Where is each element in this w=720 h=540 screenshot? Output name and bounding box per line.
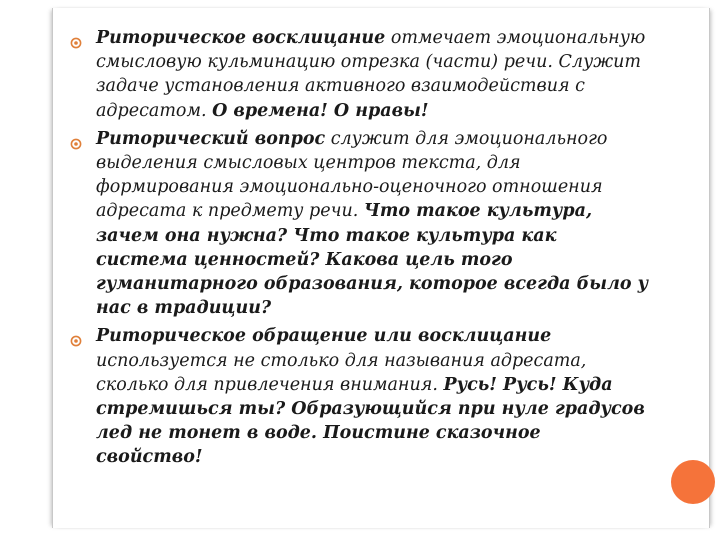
example: Что такое культура, зачем она нужна? Что такое культура как система ценностей? Какова цель того гуманитарного образования, которое всегда было у нас в традиции?	[96, 201, 649, 319]
term: Риторическое обращение или восклицание	[96, 326, 552, 347]
bullet-icon	[70, 133, 82, 145]
example: О времена! О нравы!	[212, 100, 429, 121]
description: отмечает эмоциональную смысловую кульминацию отрезка (части) речи. Служит задаче установления активного взаимодействия с адресатом.	[96, 28, 646, 121]
list-item	[70, 127, 650, 321]
example: Русь! Русь! Куда стремишься ты? Образующийся при нуле градусов лед не тонет в воде. Поистине сказочное свойство!	[96, 374, 645, 468]
decorative-circle	[671, 460, 715, 504]
term: Риторический вопрос	[96, 128, 326, 149]
bullet-list	[70, 26, 650, 474]
description: используется не столько для называния адресата, сколько для привлечения внимания.	[96, 350, 587, 395]
list-item	[70, 324, 650, 469]
bullet-icon	[70, 330, 82, 342]
description: служит для эмоционального выделения смысловых центров текста, для формирования эмоционально-оценочного отношения адресата к предмету речи.	[96, 128, 608, 222]
term: Риторическое восклицание	[96, 28, 386, 48]
list-item	[70, 26, 650, 123]
bullet-icon	[70, 32, 82, 44]
